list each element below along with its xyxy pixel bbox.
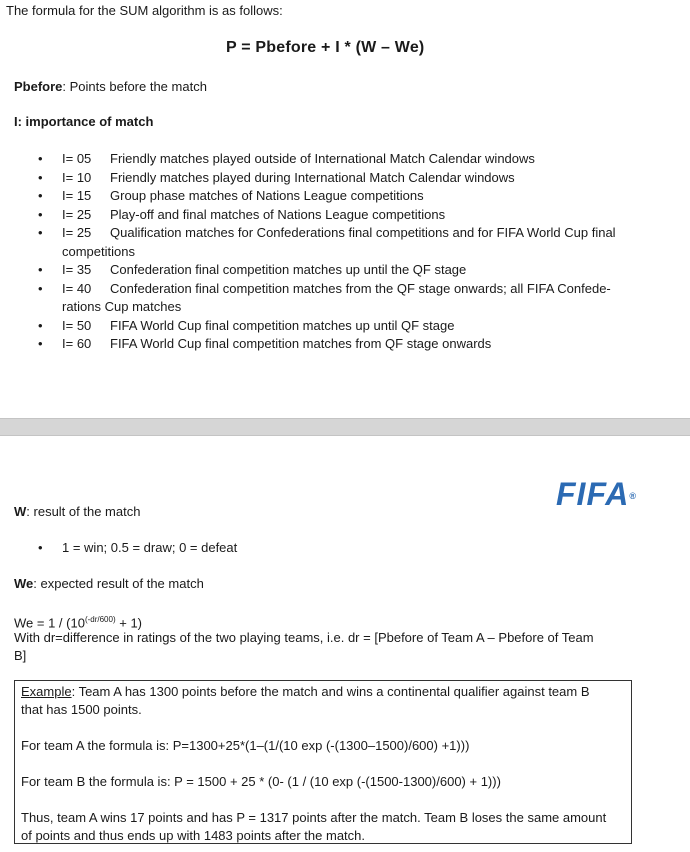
we-formula-suffix: + 1) [115,615,142,631]
importance-item [38,187,658,206]
importance-level: I= 35 [62,262,92,277]
importance-item [38,261,658,280]
importance-desc-cont: competitions [62,243,135,259]
team-a-formula: For team A the formula is: P=1300+25*(1–(1/(10 exp (-(1300–1500)/600) +1))) [21,738,470,753]
example-intro-line-1 [21,683,625,701]
we-term: We [14,576,34,591]
importance-item [38,169,658,188]
importance-level: I= 25 [62,206,92,222]
sum-formula: P = Pbefore + I * (W – We) [226,39,425,56]
importance-level: I= 50 [62,317,92,333]
importance-level: I= 25 [62,225,92,240]
example-intro-line-2: that has 1500 points. [21,702,142,717]
page-separator [0,418,690,436]
example-label: Example [21,684,72,699]
importance-desc: Confederation final competition matches from the QF stage onwards; all FIFA Confede- [110,280,611,296]
bullet-icon: • [38,206,43,222]
we-definition [14,575,204,592]
importance-desc: Play-off and final matches of Nations League competitions [110,206,446,222]
importance-item [38,335,658,354]
importance-level: I= 40 [62,280,92,296]
w-definition [14,503,140,520]
w-result-text: 1 = win; 0.5 = draw; 0 = defeat [62,540,238,555]
bullet-icon: • [38,540,43,555]
importance-level: I= 10 [62,169,92,185]
importance-item [38,206,658,225]
dr-line-2: B] [14,648,27,663]
w-result-item [38,539,237,556]
bullet-icon: • [38,151,43,166]
we-formula-prefix: We = 1 / (10 [14,615,85,631]
fifa-logo-text: FIFA [556,476,630,512]
importance-item [38,280,658,317]
bullet-icon: • [38,317,43,333]
dr-line-1: With dr=difference in ratings of the two playing teams, i.e. dr = [Pbefore of Team A – Pbefore of Team [14,630,594,645]
intro-text: The formula for the SUM algorithm is as follows: [6,3,283,18]
importance-desc: Friendly matches played outside of International Match Calendar windows [110,151,535,166]
importance-desc: Qualification matches for Confederations final competitions and for FIFA World Cup final [110,225,616,240]
importance-desc: Confederation final competition matches up until the QF stage [110,262,467,277]
pbefore-definition [14,78,207,95]
importance-desc: FIFA World Cup final competition matches up until QF stage [110,317,455,333]
importance-desc: Friendly matches played during International Match Calendar windows [110,169,515,185]
bullet-icon: • [38,280,43,296]
result-line-2: of points and thus ends up with 1483 points after the match. [21,828,365,843]
fifa-logo [556,476,637,512]
pbefore-term: Pbefore [14,79,63,94]
importance-desc: FIFA World Cup final competition matches from QF stage onwards [110,336,492,351]
bullet-icon: • [38,262,43,277]
importance-item [38,317,658,336]
importance-heading: I: importance of match [14,114,154,129]
importance-item [38,224,658,261]
we-formula-exponent: (-dr/600) [84,615,116,624]
importance-level: I= 15 [62,188,92,203]
example-intro: : Team A has 1300 points before the match and wins a continental qualifier against team B [71,684,590,699]
result-line-1: Thus, team A wins 17 points and has P = 1317 points after the match. Team B loses the same amount [21,810,607,825]
importance-item [38,150,658,169]
example-box [14,680,632,844]
pbefore-desc: : Points before the match [62,79,207,94]
bullet-icon: • [38,225,43,240]
w-term: W [14,504,27,519]
w-desc: : result of the match [26,504,141,519]
importance-list [38,150,658,354]
bullet-icon: • [38,336,43,351]
importance-level: I= 60 [62,336,92,351]
bullet-icon: • [38,169,43,185]
importance-level: I= 05 [62,151,92,166]
importance-desc: Group phase matches of Nations League competitions [110,188,424,203]
importance-desc-cont: rations Cup matches [62,299,182,314]
we-desc: : expected result of the match [33,576,204,591]
registered-mark: ® [629,491,637,501]
bullet-icon: • [38,188,43,203]
team-b-formula: For team B the formula is: P = 1500 + 25 * (0- (1 / (10 exp (-(1500-1300)/600) + 1))) [21,774,501,789]
